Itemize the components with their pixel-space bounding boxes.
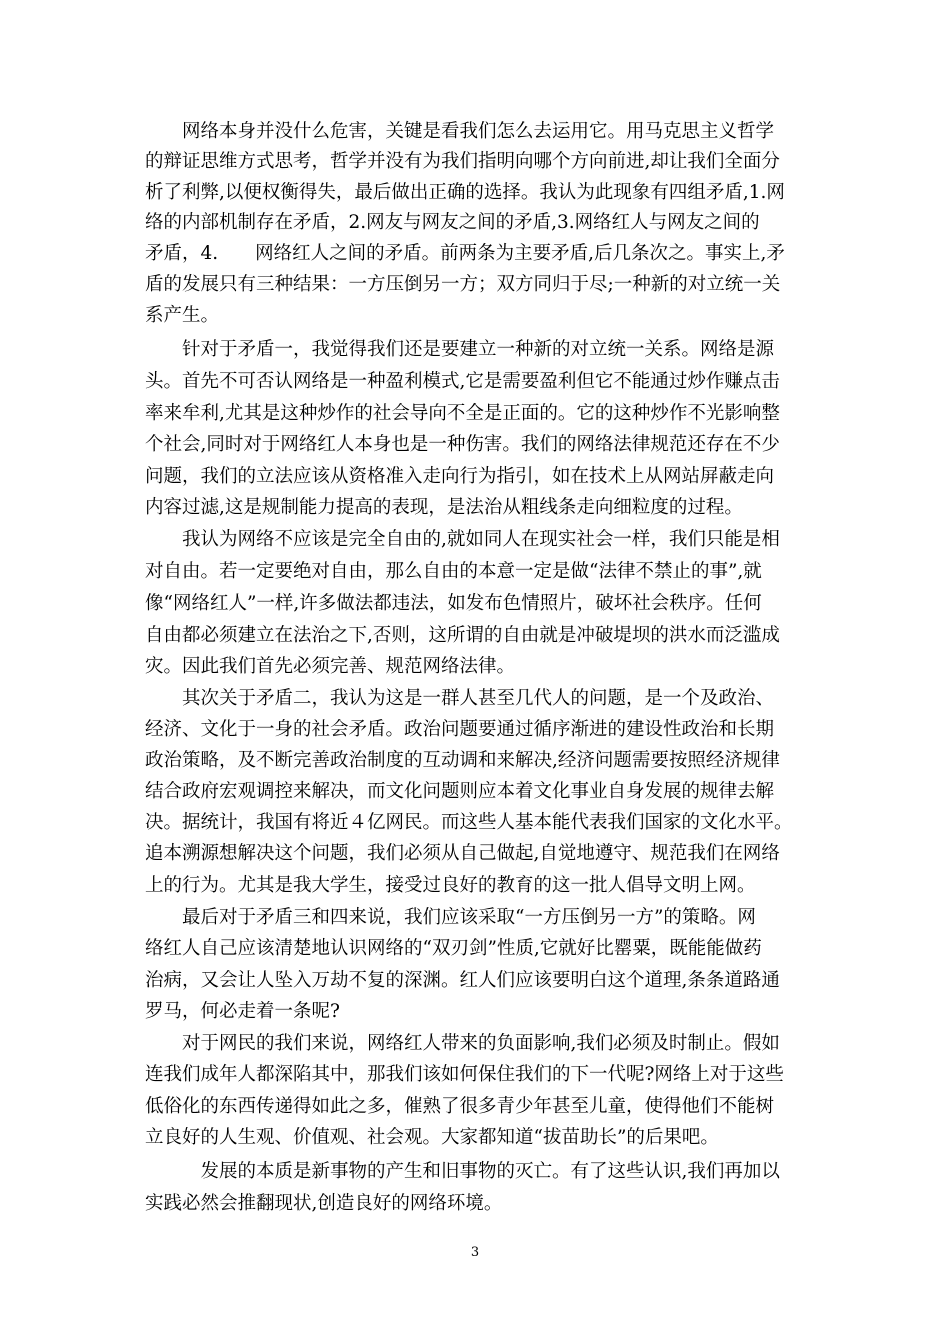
text-line: 我认为网络不应该是完全自由的,就如同人在现实社会一样，我们只能是相 — [145, 529, 780, 550]
text-line: 经济、文化于一身的社会矛盾。政治问题要通过循序渐进的建设性政治和长期 — [145, 719, 775, 740]
text-line: 低俗化的东西传递得如此之多，催熟了很多青少年甚至儿童，使得他们不能树 — [145, 1096, 775, 1117]
text-line: 立良好的人生观、价值观、社会观。大家都知道“拔苗助长”的后果吧。 — [145, 1127, 719, 1148]
text-line: 连我们成年人都深陷其中，那我们该如何保住我们的下一代呢?网络上对于这些 — [145, 1064, 784, 1085]
text-line: 政治策略，及不断完善政治制度的互动调和来解决,经济问题需要按照经济规律 — [145, 750, 780, 771]
text-line: 决。据统计，我国有将近４亿网民。而这些人基本能代表我们国家的文化水平。 — [145, 812, 793, 833]
text-line: 的辩证思维方式思考，哲学并没有为我们指明向哪个方向前进,却让我们全面分 — [145, 151, 780, 172]
text-line: 发展的本质是新事物的产生和旧事物的灭亡。有了这些认识,我们再加以 — [145, 1161, 780, 1182]
text-line: 内容过滤,这是规制能力提高的表现，是法治从粗线条走向细粒度的过程。 — [145, 497, 743, 518]
text-line: 盾的发展只有三种结果：一方压倒另一方；双方同归于尽;一种新的对立统一关 — [145, 274, 781, 295]
text-line: 罗马，何必走着一条呢? — [145, 1001, 340, 1022]
text-line: 上的行为。尤其是我大学生，接受过良好的教育的这一批人倡导文明上网。 — [145, 875, 756, 896]
text-line: 头。首先不可否认网络是一种盈利模式,它是需要盈利但它不能通过炒作赚点击 — [145, 371, 780, 392]
text-line: 问题，我们的立法应该从资格准入走向行为指引，如在技术上从网站屏蔽走向 — [145, 466, 775, 487]
text-line: 系产生。 — [145, 305, 220, 326]
text-line: 对于网民的我们来说，网络红人带来的负面影响,我们必须及时制止。假如 — [145, 1033, 780, 1054]
text-line: 网络本身并没什么危害，关键是看我们怎么去运用它。用马克思主义哲学 — [145, 121, 775, 142]
text-line: 络的内部机制存在矛盾，2.网友与网友之间的矛盾,3.网络红人与网友之间的 — [145, 212, 760, 233]
text-line: 率来牟利,尤其是这种炒作的社会导向不全是正面的。它的这种炒作不光影响整 — [145, 403, 780, 424]
text-line: 矛盾，4. 网络红人之间的矛盾。前两条为主要矛盾,后几条次之。事实上,矛 — [145, 243, 785, 264]
text-line: 其次关于矛盾二，我认为这是一群人甚至几代人的问题，是一个及政治、 — [145, 688, 775, 709]
text-line: 实践必然会推翻现状,创造良好的网络环境。 — [145, 1193, 503, 1214]
text-line: 对自由。若一定要绝对自由，那么自由的本意一定是做“法律不禁止的事”,就 — [145, 561, 762, 582]
text-line: 像“网络红人”一样,许多做法都违法，如发布色情照片，破坏社会秩序。任何 — [145, 593, 762, 614]
text-line: 自由都必须建立在法治之下,否则，这所谓的自由就是冲破堤坝的洪水而泛滥成 — [145, 625, 780, 646]
text-line: 追本溯源想解决这个问题，我们必须从自己做起,自觉地遵守、规范我们在网络 — [145, 843, 780, 864]
text-line: 治病，又会让人坠入万劫不复的深渊。红人们应该要明白这个道理,条条道路通 — [145, 970, 780, 991]
page-number: 3 — [470, 1245, 480, 1260]
text-line: 针对于矛盾一，我觉得我们还是要建立一种新的对立统一关系。网络是源 — [145, 339, 775, 360]
text-line: 络红人自己应该清楚地认识网络的“双刃剑”性质,它就好比罂粟，既能能做药 — [145, 938, 762, 959]
text-line: 析了利弊,以便权衡得失，最后做出正确的选择。我认为此现象有四组矛盾,1.网 — [145, 182, 785, 203]
text-line: 最后对于矛盾三和四来说，我们应该采取“一方压倒另一方”的策略。网 — [145, 907, 756, 928]
text-line: 个社会,同时对于网络红人本身也是一种伤害。我们的网络法律规范还存在不少 — [145, 434, 780, 455]
text-line: 灾。因此我们首先必须完善、规范网络法律。 — [145, 656, 516, 677]
text-line: 结合政府宏观调控来解决，而文化问题则应本着文化事业自身发展的规律去解 — [145, 781, 775, 802]
